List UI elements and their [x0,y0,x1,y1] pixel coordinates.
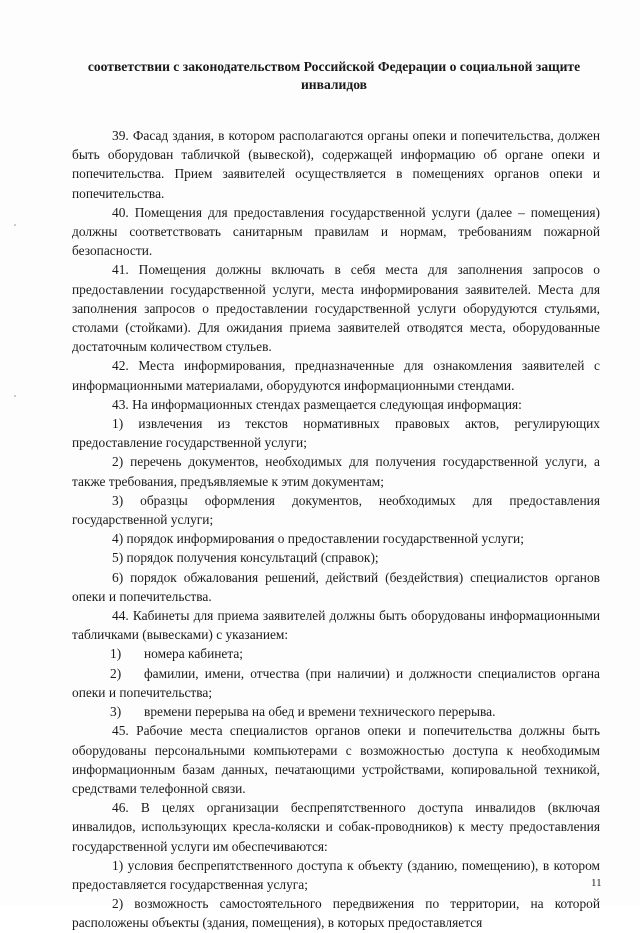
list-item-46-1: 1) условия беспрепятственного доступа к объекту (зданию, помещению), в котором предоставляется государственная услуга; [72,857,600,892]
list-number: 3) [110,704,122,720]
list-item-44-2 [72,664,600,702]
paragraph-46: 46. В целях организации беспрепятственного доступа инвалидов (включая инвалидов, использующих кресла-коляски и собак-проводников) к месту предоставления государственной услуги им обеспечиваются: [72,800,600,854]
list-text: номера кабинета; [144,646,244,662]
list-item-43-1: 1) извлечения из текстов нормативных правовых актов, регулирующих предоставление государственной услуги; [72,416,600,451]
scan-speck [14,224,16,226]
list-item-43-2: 2) перечень документов, необходимых для получения государственной услуги, а также требования, предъявляемые к этим документам; [72,454,600,489]
page-number: 11 [591,877,602,889]
list-item-43-5: 5) порядок получения консультаций (справок); [112,550,379,566]
paragraph-39: 39. Фасад здания, в котором располагаются органы опеки и попечительства, должен быть оборудован табличкой (вывеской), содержащей информацию об органе опеки и попечительства. Прием заявителей осуществляется в помещениях органов опеки и попечительства. [72,128,600,201]
list-text: фамилии, имени, отчества (при наличии) и должности специалистов органа опеки и попечительства; [72,665,600,700]
section-heading: соответствии с законодательством Российской Федерации о социальной защите инвалидов [87,59,581,92]
paragraph-41: 41. Помещения должны включать в себя места для заполнения запросов о предоставлении государственной услуги, места информирования заявителей. Места для заполнения запросов о предоставлении государственной услуги оборудуются стульями, столами (стойками). Для ожидания приема заявителей отводятся места, оборудованные достаточным количеством стульев. [72,262,600,355]
list-text: времени перерыва на обед и времени технического перерыва. [144,704,496,720]
paragraph-44: 44. Кабинеты для приема заявителей должны быть оборудованы информационными табличками (вывесками) с указанием: [72,608,600,643]
list-item-43-4: 4) порядок информирования о предоставлении государственной услуги; [112,531,524,547]
paragraph-42: 42. Места информирования, предназначенные для ознакомления заявителей с информационными материалами, оборудуются информационными стендами. [72,358,600,393]
list-item-43-6: 6) порядок обжалования решений, действий (бездействия) специалистов органов опеки и попечительства. [72,569,600,604]
list-item-44-1 [72,644,600,663]
list-item-46-2: 2) возможность самостоятельного передвижения по территории, на которой расположены объекты (здания, помещения), в которых предоставляется [72,896,600,931]
list-number: 2) [110,665,122,681]
paragraph-45: 45. Рабочие места специалистов органов опеки и попечительства должны быть оборудованы персональными компьютерами с возможностью доступа к необходимым информационным базам данных, печатающими устройствами, копировальной техникой, средствами телефонной связи. [72,723,600,796]
paragraph-43: 43. На информационных стендах размещается следующая информация: [112,396,522,412]
document-body [72,126,600,933]
list-item-43-3: 3) образцы оформления документов, необходимых для предоставления государственной услуги; [72,492,600,528]
paragraph-40: 40. Помещения для предоставления государственной услуги (далее – помещения) должны соответствовать санитарным правилам и нормам, требованиям пожарной безопасности. [72,204,600,259]
list-number: 1) [110,646,122,662]
list-item-44-3 [72,702,600,721]
scan-speck [14,395,16,397]
